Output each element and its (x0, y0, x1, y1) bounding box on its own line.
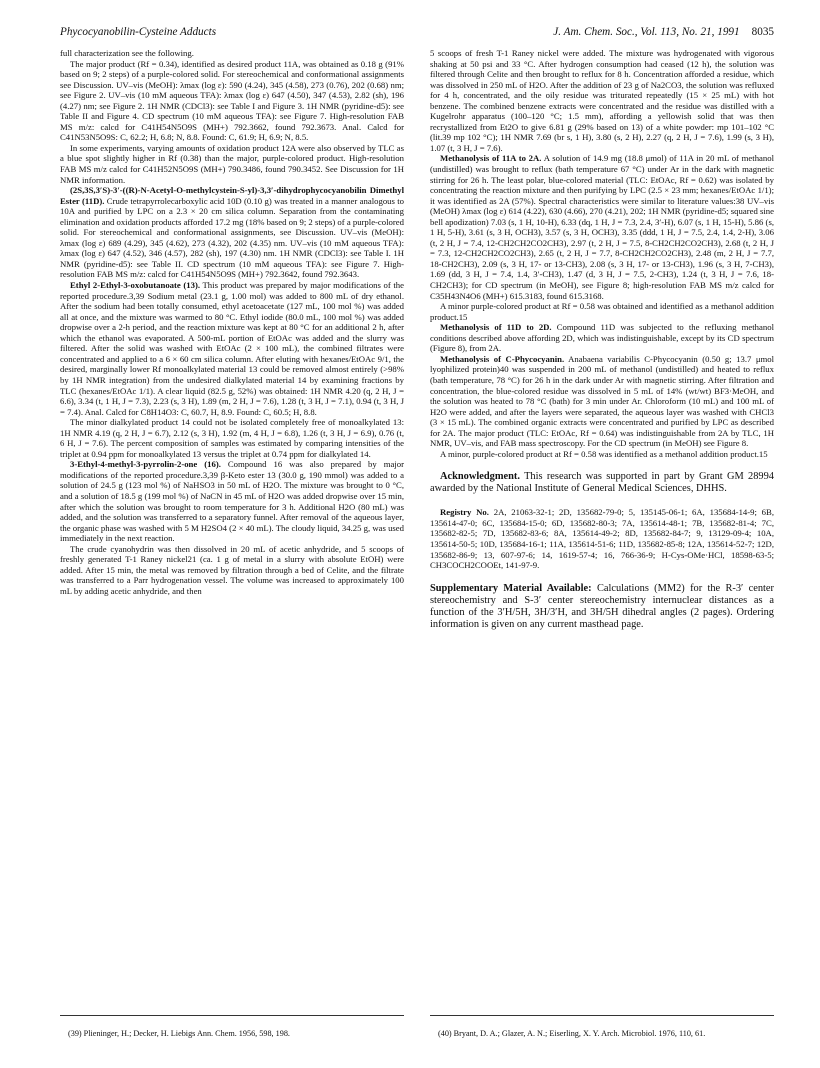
supplementary-material (430, 583, 774, 631)
paragraph: full characterization see the following. (60, 48, 194, 58)
section-heading: Ethyl 2-Ethyl-3-oxobutanoate (13). (70, 280, 201, 291)
acknowledgment-heading: Acknowledgment. (440, 471, 520, 483)
paragraph (60, 459, 404, 543)
paragraph: In some experiments, varying amounts of oxidation product 12A were also observed by TLC as a blue spot slightly higher in Rf (0.38) than the major, purple-colored product. High-resolution FAB MS m/z calcd for C41H52N5O9S (MH+) 790.3486, found 790.3452. See Discussion for 1H NMR information. (60, 142, 404, 185)
supplementary-body: Calculations (MM2) for the R-3′ center stereochemistry and S-3′ center stereochemistry internuclear distances as a function of the 3′H/5H, 3H/3′H, and 3H/5H dihedral angles (2 pages). Ordering information is given on any current masthead page. (430, 582, 775, 630)
page-number: 8035 (751, 26, 774, 38)
section-heading: Methanolysis of C-Phycocyanin. (440, 353, 565, 364)
paragraph: The crude cyanohydrin was then dissolved in 20 mL of acetic anhydride, and 5 scoops of freshly generated T-1 Raney nickel21 (ca. 1 g of metal in a slurry with absolute EtOH) were added. After 15 min, the metal was removed by filtration through a bed of Celite, and the filtrate was transferred to a Parr hydrogenation vessel. The volume was increased to approximately 100 mL by adding acetic anhydride, and then (60, 543, 404, 596)
paragraph-body: Compound 11D was subjected to the refluxing methanol conditions described above affording 2D, which was indistinguishable, except by its CD spectrum (Figure 8), from 2A. (430, 322, 774, 354)
registry-numbers (430, 507, 774, 570)
paragraph-body: This product was prepared by major modifications of the reported procedure.3,39 Sodium metal (23.1 g, 1.00 mol) was added to 800 mL of dry ethanol. After the sodium had been totally consumed, ethyl acetoacetate (127 mL, 100 mol %) was added all at once, and the mixture was warmed to 80 °C. Ethyl iodide (80.0 mL, 100 mol %) was added dropwise over a 2-h period, and the reaction mixture was kept at 80 °C for an additional 2 h, after which the ethanol was evaporated. A 500-mL portion of EtOAc was added and the slurry was filtered. After the solid was washed with EtOAc (2 × 100 mL), the combined filtrates were concentrated and applied to a 6 × 60 cm silica column. After eluting with hexanes/EtOAc 9/1, the desired, marginally lower Rf monoalkylated material 13 could be removed almost entirely (>98% by 1H NMR integration) from the undesired dialkylated material 14 by examining fractions by TLC (hexanes/EtOAc 1/1). A clear liquid (82.5 g, 52%) was obtained: 1H NMR 4.20 (q, 2 H, J = 6.6), 3.34 (t, 1 H, J = 7.3), 2.23 (s, 3 H), 1.89 (m, 2 H, J = 7.6), 1.28 (t, 3 H, J = 7.1), 0.94 (t, 3 H, J = 7.4). Anal. Calcd for C8H14O3: C, 60.7, H, 8.9. Found: C, 60.5; H, 8.8. (60, 280, 405, 417)
paragraph (430, 354, 774, 449)
left-footnote-area (60, 1015, 404, 1047)
paragraph: A minor purple-colored product at Rf = 0.58 was obtained and identified as a methanol addition product.15 (430, 301, 774, 322)
registry-heading: Registry No. (440, 507, 489, 518)
paragraph-body: A solution of 14.9 mg (18.8 μmol) of 11A in 20 mL of methanol (undistilled) was brought to reflux (bath temperature 67 °C) under Ar in the dark with magnetic stirring for 26 h. The least polar, blue-colored material (TLC: EtOAc, Rf = 0.62) was isolated by concentrating the reaction mixture and then purifying by LPC (2.5 × 23 mm; hexanes/EtOAc 1/1); it was identified as 2A (57%). Spectral characteristics were similar to literature values:38 UV–vis (MeOH) λmax (log ε) 614 (4.22), 630 (4.66), 270 (4.21), 202; 1H NMR (pyridine-d5; squared sine bell apodization) 7.03 (s, 1 H, 10-H), 6.33 (dq, 1 H, J = 7.3, 2.4, 3′-H), 6.07 (s, 1 H, 15-H), 5.86 (s, 1 H, 5-H), 3.61 (s, 3 H, OCH3), 3.57 (s, 3 H, OCH3), 3.35 (ddd, 1 H, J = 7.5, 2.4, 1.4, 2-H), 3.06 (t, 2 H, J = 7.4, 12-CH2CH2CO2CH3), 2.97 (t, 2 H, J = 7.5, 8-CH2CH2CO2CH3), 2.68 (t, 2 H, J = 7.3, 12-CH2CH2CO2CH3), 2.65 (t, 2 H, J = 7.7, 8-CH2CH2CO2CH3), 2.48 (m, 2 H, J = 7.7, 18-CH2CH3), 2.09 (s, 3 H, 17- or 13-CH3), 2.08 (s, 3 H, 17- or 13-CH3), 1.96 (s, 3 H, 7-CH3), 1.69 (dd, 3 H, J = 7.4, 1.4, 3′-CH3), 1.47 (d, 3 H, J = 7.5, 2-CH3), 1.24 (t, 3 H, J = 7.6, 18-CH2CH3); for CD spectrum (in MeOH), see Figure 8; high-resolution FAB MS m/z calcd for C35H43N4O6 (MH+) 615.3183, found 615.3168. (430, 153, 774, 301)
section-heading: (2S,3S,3′S)-3′-((R)-N-Acetyl-O-methylcystein-S-yl)-3,3′-dihydrophycocyanobilin Dimethyl Ester (11D). (60, 185, 404, 206)
section-heading: 3-Ethyl-4-methyl-3-pyrrolin-2-one (16). (70, 459, 221, 470)
right-column (430, 48, 774, 631)
left-column (60, 48, 404, 631)
supplementary-heading: Supplementary Material Available: (430, 582, 592, 594)
acknowledgment (430, 471, 774, 495)
text-columns (60, 48, 774, 631)
paragraph-body: Compound 16 was also prepared by major modifications of the reported procedure.3,39 β-Keto ester 13 (30.0 g, 190 mmol) was added to a solution of 24.5 g (123 mol %) of NaHSO3 in 50 mL of H2O. The mixture was brought to 0 °C, and a solution of 18.5 g (199 mol %) of NaCN in 45 mL of H2O was added dropwise over 15 min, after which the solution was brought to room temperature for 3 h. Additional H2O (80 mL) was added, and the solution was transferred to a separatory funnel. After removal of the aqueous layer, the organic phase was washed with 5 M H2SO4 (2 × 40 mL). The cloudy liquid, 34.25 g, was used immediately in the next reaction. (60, 459, 404, 544)
running-head (60, 26, 774, 38)
section-heading: Methanolysis of 11D to 2D. (440, 322, 552, 333)
footnote-39: (39) Plieninger, H.; Decker, H. Liebigs Ann. Chem. 1956, 598, 198. (68, 1029, 290, 1039)
paragraph: A minor, purple-colored product at Rf = 0.58 was identified as a methanol addition product.15 (440, 448, 768, 459)
section-heading: Methanolysis of 11A to 2A. (440, 153, 542, 164)
paragraph (60, 185, 404, 280)
running-title: Phycocyanobilin-Cysteine Adducts (60, 26, 217, 38)
paragraph (60, 280, 404, 417)
journal-citation: J. Am. Chem. Soc., Vol. 113, No. 21, 1991 (553, 26, 740, 38)
paragraph-body: Crude tetrapyrrolecarboxylic acid 10D (0.10 g) was treated in a manner analogous to 10A and purified by LPC on a 2.3 × 20 cm silica column. Separation from the contaminating elimination and oxidation products afforded 17.2 mg (18% based on 9; 2 steps) of a purple-colored solid. For stereochemical and conformational assignments, see Discussion. UV–vis (MeOH): λmax (log ε) 689 (4.29), 345 (4.62), 273 (4.32), 202 (4.35) nm. UV–vis (10 mM aqueous TFA): λmax (log ε) 647 (4.52), 346 (4.57), 282 (sh), 197 (4.30) nm. 1H NMR (CDCl3): see Table I. 1H NMR (pyridine-d5): see Table II. CD spectrum (10 mM aqueous TFA): see Figure 7. High-resolution FAB MS m/z: calcd for C41H54N5O9S (MH+) 792.3642, found 792.3643. (60, 195, 405, 280)
acknowledgment-body: This research was supported in part by Grant GM 28994 awarded by the National Institute of General Medical Sciences, DHHS. (430, 471, 774, 495)
registry-body: 2A, 21063-32-1; 2D, 135682-79-0; 5, 135145-06-1; 6A, 135684-14-9; 6B, 135614-47-0; 6C, 135684-15-0; 6D, 135682-80-3; 7A, 135614-48-1; 7B, 135682-81-4; 7C, 135682-82-5; 7D, 135682-83-6; 8A, 135614-49-2; 8D, 135682-84-7; 9, 13129-09-4; 10A, 135614-50-5; 10D, 135684-16-1; 11A, 135614-51-6; 11D, 135682-85-8; 12A, 135614-52-7; 12D, 135682-86-9; 13, 607-97-6; 14, 1619-57-4; 16, 766-36-9; H-Cys-OMe·HCl, 18598-63-5; CH3COCH2COOEt, 141-97-9. (430, 507, 774, 571)
paragraph: 5 scoops of fresh T-1 Raney nickel were added. The mixture was hydrogenated with vigorous shaking at 50 psi and 33 °C. After hydrogen consumption had ceased (12 h), the solution was filtered through Celite and then brought to reflux for 8 h. Concentration afforded a residue, which was dissolved in 250 mL of H2O. After the addition of 23 g of Na2CO3, the solution was refluxed for 4 h, concentrated, and the oily residue was triturated repeatedly (15 × 25 mL) with hot benzene. The combined benzene extracts were concentrated and the residue was distilled with a Kugelrohr apparatus (100–120 °C; 1.5 mm), affording a yellowish solid that was then recrystallized from Et2O to give 6.81 g (29% based on 13) of a white powder: mp 101–102 °C (lit.39 mp 102 °C); 1H NMR 7.69 (br s, 1 H), 3.80 (s, 2 H), 2.27 (q, 2 H, J = 7.6), 1.99 (s, 3 H), 1.07 (t, 3 H, J = 7.6). (430, 48, 774, 153)
paragraph-body: Anabaena variabilis C-Phycocyanin (0.50 g; 13.7 μmol lyophilized protein)40 was suspended in 200 mL of methanol (undistilled) and heated to reflux (bath temperature, 78 °C) for 26 h in the dark under Ar with magnetic stirring. After filtration and concentration, the blue-colored residue was dissolved in 5 mL of 14% (wt/wt) BF3·MeOH, and the solution was heated to 78 °C (bath) for 3 min under Ar. Chloroform (10 mL) and 100 mL of H2O were added, and after the layers were separated, the aqueous layer was washed with CHCl3 (3 × 15 mL). The combined organic extracts were concentrated and purified by LPC as described for 2A. The major product (TLC: EtOAc, Rf = 0.64) was indistinguishable from 2A by TLC, 1H NMR, UV–vis, and FAB mass spectroscopy. For the CD spectrum (in MeOH) see Figure 8. (430, 353, 775, 449)
right-footnote-area (430, 1015, 774, 1047)
paragraph (430, 322, 774, 354)
footnote-40: (40) Bryant, D. A.; Glazer, A. N.; Eiserling, X. Y. Arch. Microbiol. 1976, 110, 61. (438, 1029, 706, 1039)
running-journal-info (553, 26, 774, 38)
paragraph: The minor dialkylated product 14 could not be isolated completely free of monoalkylated 13: 1H NMR 4.19 (q, 2 H, J = 6.7), 2.12 (s, 3 H), 1.92 (m, 4 H, J = 6.8), 1.26 (t, 3 H, J = 6.9), 0.76 (t, 6 H, J = 7.6). The percent composition of samples was estimated by comparing intensities of the triplet at 0.94 ppm for monoalkylated 13 versus the triplet at 0.74 ppm for dialkylated 14. (60, 417, 404, 459)
paragraph (430, 153, 774, 301)
paragraph: The major product (Rf = 0.34), identified as desired product 11A, was obtained as 0.18 g (91% based on 9; 2 steps) of a purple-colored solid. For stereochemical and conformational assignments see Discussion. UV–vis (MeOH): λmax (log ε): 590 (4.24), 345 (4.58), 273 (0.76), 202 (0.68) nm; see Figure 2. UV–vis (10 mM aqueous TFA): λmax (log ε) 647 (4.50), 347 (4.53), 2.82 (sh), 196 (4.27) nm; see Figure 2. 1H NMR (CDCl3): see Table I and Figure 3. 1H NMR (pyridine-d5): see Table II and Figure 4. CD spectrum (10 mM aqueous TFA): see Figure 7. High-resolution FAB MS m/z: calcd for C41H54N5O9S (MH+) 792.3662, found 792.3673. Anal. Calcd for C41N53N5O9S: C, 62.2; H, 6.8; N, 8.8. Found: C, 61.9; H, 6.9; N, 8.5. (60, 58, 404, 143)
